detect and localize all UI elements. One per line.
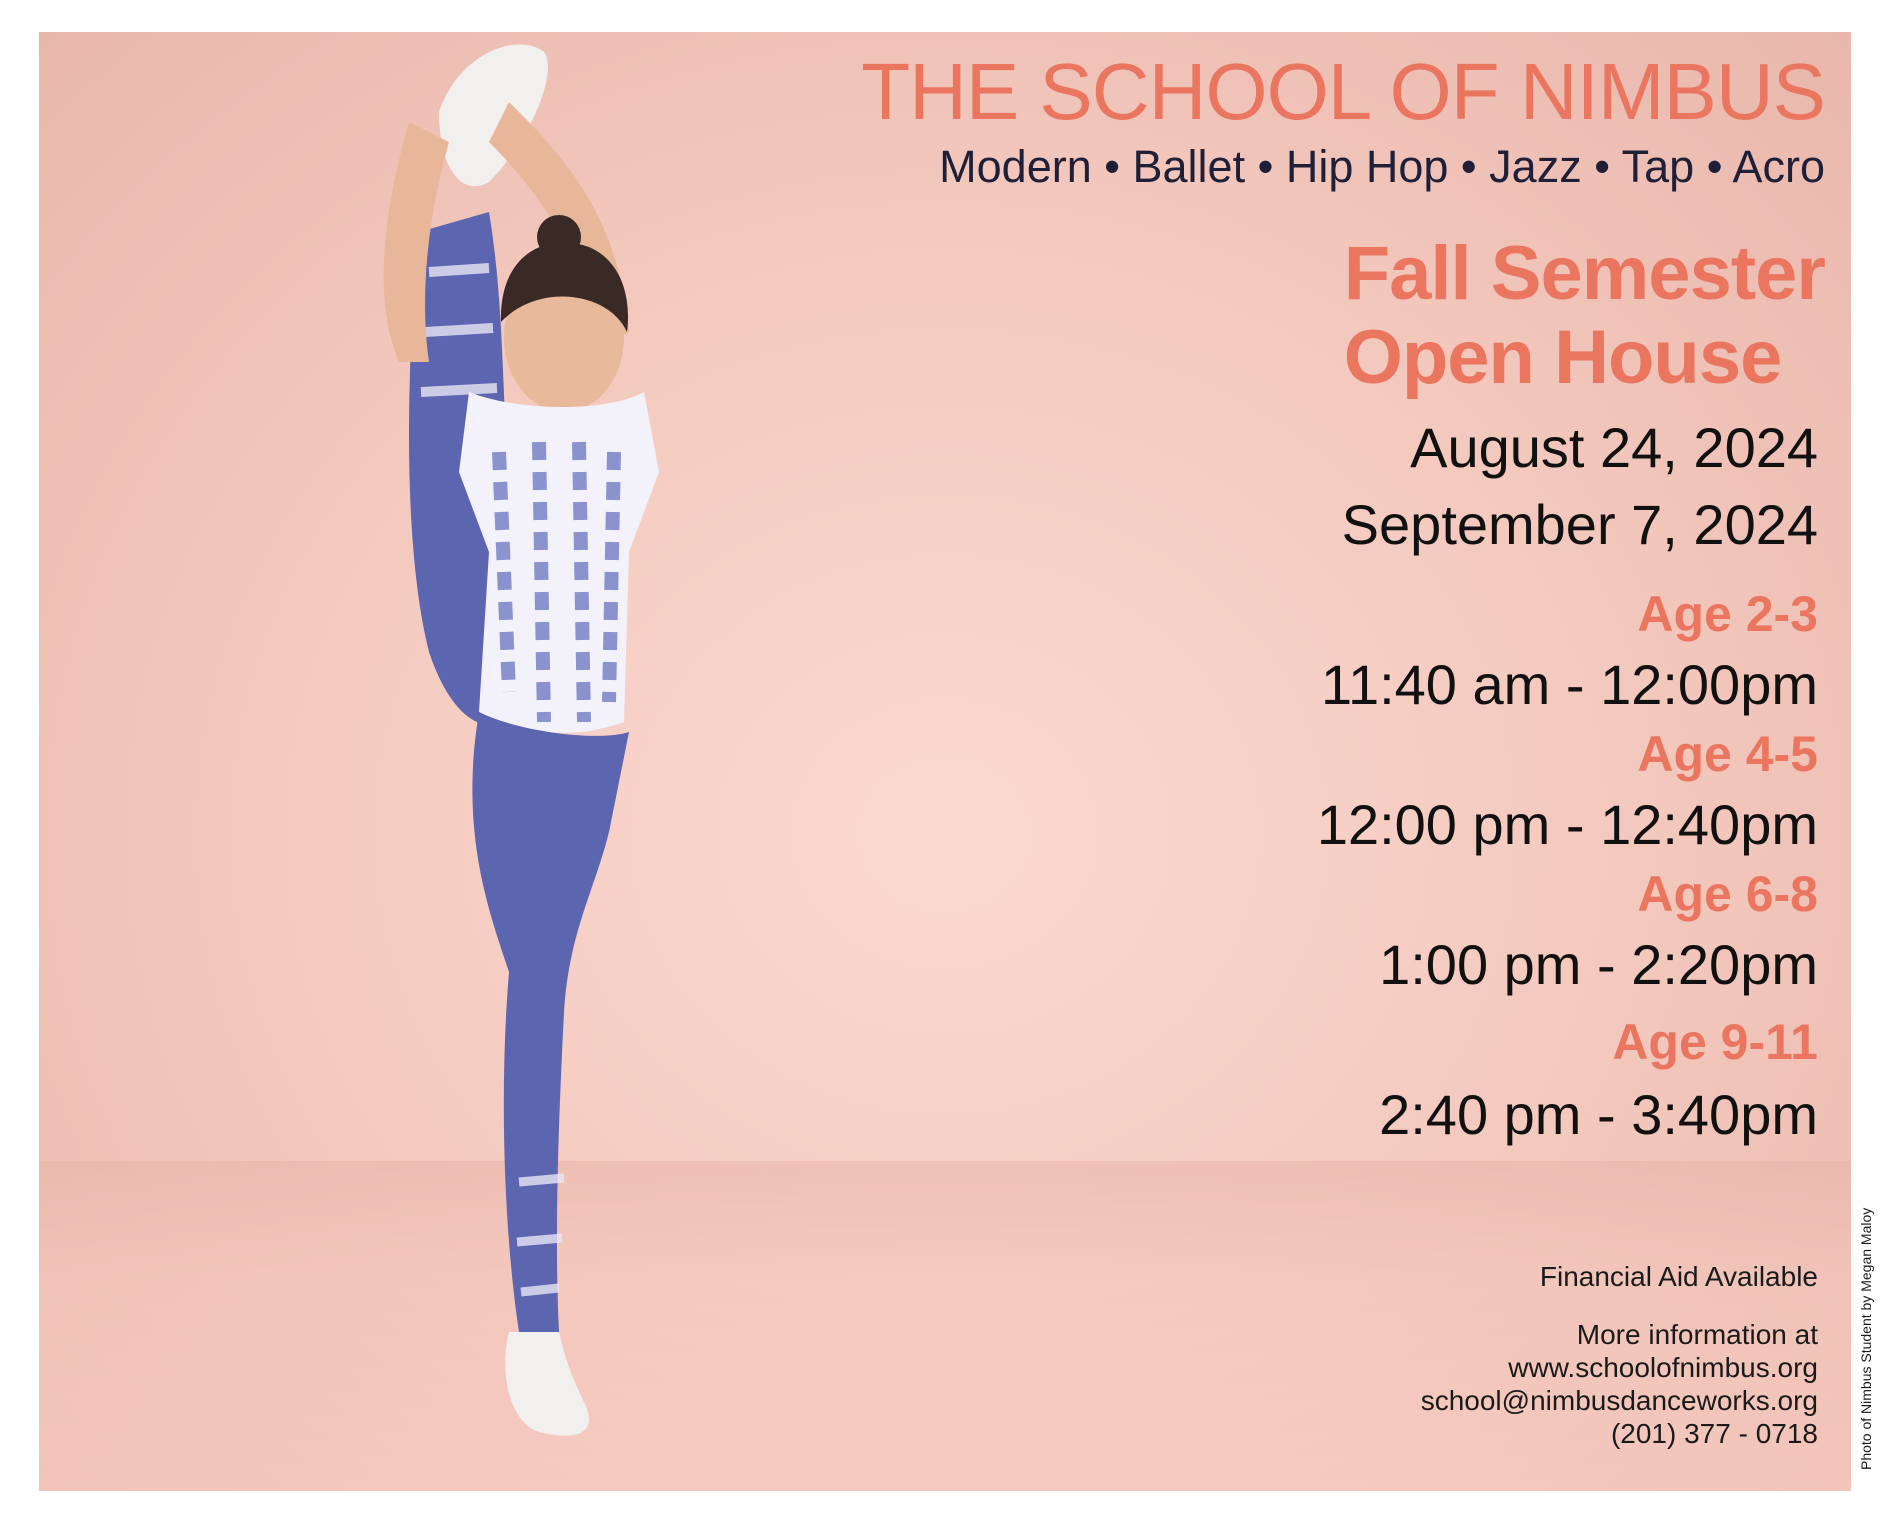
email-link[interactable]: school@nimbusdanceworks.org	[1420, 1385, 1818, 1416]
headline-line-1: Fall Semester	[1343, 231, 1825, 316]
event-headline	[1344, 232, 1825, 400]
time-slot-2: 12:00 pm - 12:40pm	[1316, 793, 1818, 856]
time-slot-4: 2:40 pm - 3:40pm	[1379, 1083, 1818, 1146]
time-slot-3: 1:00 pm - 2:20pm	[1379, 933, 1818, 996]
age-group-1: Age 2-3	[1637, 586, 1818, 642]
website-link[interactable]: www.schoolofnimbus.org	[1508, 1352, 1818, 1383]
school-title: THE SCHOOL OF NIMBUS	[861, 47, 1825, 136]
headline-line-2: Open House	[1343, 315, 1782, 400]
more-info-label: More information at	[1576, 1319, 1818, 1350]
photo-credit: Photo of Nimbus Student by Megan Maloy	[1858, 1207, 1874, 1470]
age-group-3: Age 6-8	[1637, 866, 1818, 922]
date-1: August 24, 2024	[1410, 416, 1818, 479]
financial-aid-note: Financial Aid Available	[1539, 1261, 1818, 1292]
phone-number: (201) 377 - 0718	[1610, 1418, 1818, 1449]
dancer-photo	[369, 32, 829, 1491]
time-slot-1: 11:40 am - 12:00pm	[1320, 653, 1818, 716]
dance-styles: Modern • Ballet • Hip Hop • Jazz • Tap • Acro	[939, 141, 1825, 192]
date-2: September 7, 2024	[1341, 493, 1818, 556]
open-house-poster	[39, 32, 1851, 1491]
age-group-2: Age 4-5	[1637, 726, 1818, 782]
age-group-4: Age 9-11	[1612, 1014, 1818, 1070]
